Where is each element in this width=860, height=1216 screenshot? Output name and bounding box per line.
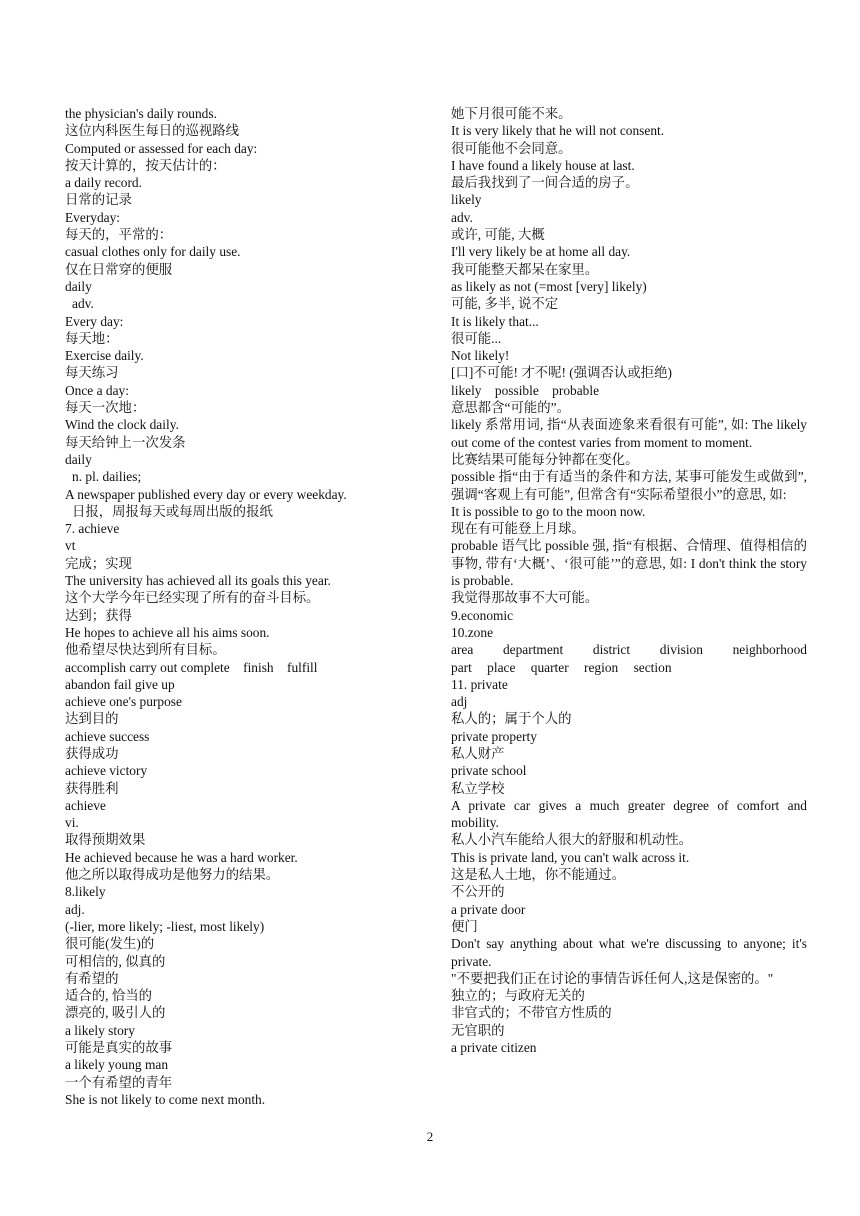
text-line: adj <box>451 694 468 710</box>
text-line: 这位内科医生每日的巡视路线 <box>65 123 240 139</box>
text-line: 每天练习 <box>65 365 119 381</box>
text-line: Wind the clock daily. <box>65 417 179 433</box>
text-line: It is possible to go to the moon now. <box>451 503 646 519</box>
text-line: adv. <box>451 209 473 225</box>
text-line: 我觉得那故事不大可能。 <box>451 590 599 606</box>
text-line: 很可能(发生)的 <box>65 936 155 952</box>
text-line: 便门 <box>451 918 478 934</box>
text-line: 非官式的；不带官方性质的 <box>451 1005 612 1021</box>
text-line: 一个有希望的青年 <box>65 1074 173 1090</box>
text-line: It is likely that... <box>451 313 539 329</box>
text-line: 完成；实现 <box>65 555 132 571</box>
text-line: private property <box>451 728 537 744</box>
text-line: 按天计算的，按天估计的： <box>65 157 226 173</box>
text-line: a private door <box>451 901 526 917</box>
text-line: 获得胜利 <box>65 780 119 796</box>
text-paragraph: Don't say anything about what we're discussing to anyone; it's private. <box>451 936 807 969</box>
text-line: achieve success <box>65 728 150 744</box>
text-line: I have found a likely house at last. <box>451 157 635 173</box>
text-line: 日报，周报每天或每周出版的报纸 <box>72 503 273 519</box>
text-line: 11. private <box>451 676 508 692</box>
text-line: 这个大学今年已经实现了所有的奋斗目标。 <box>65 590 320 606</box>
text-line: casual clothes only for daily use. <box>65 244 241 260</box>
text-line: a private citizen <box>451 1040 537 1056</box>
text-line: 达到；获得 <box>65 607 132 623</box>
text-line: Exercise daily. <box>65 348 144 364</box>
text-line: 私人财产 <box>451 745 505 761</box>
text-line: achieve victory <box>65 763 148 779</box>
text-line: the physician's daily rounds. <box>65 106 217 121</box>
text-line: 私人的；属于个人的 <box>451 711 572 727</box>
text-line: a daily record. <box>65 175 142 191</box>
text-line: 取得预期效果 <box>65 832 146 848</box>
text-paragraph: A private car gives a much greater degree of comfort and mobility. <box>451 797 807 831</box>
text-line: 意思都含“可能的”。 <box>451 400 571 416</box>
text-line: 私人小汽车能给人很大的舒服和机动性。 <box>451 832 693 848</box>
text-line: abandon fail give up <box>65 676 175 692</box>
text-line: The university has achieved all its goals this year. <box>65 573 331 589</box>
text-line: 每天的，平常的： <box>65 227 173 243</box>
text-line: 不公开的 <box>451 884 505 900</box>
text-line: achieve <box>65 797 106 813</box>
text-line: Every day: <box>65 313 124 329</box>
text-line: 无官职的 <box>451 1022 505 1038</box>
text-line: 他之所以取得成功是他努力的结果。 <box>65 867 280 883</box>
text-line: 现在有可能登上月球。 <box>451 521 585 537</box>
text-line: This is private land, you can't walk across it. <box>451 849 690 865</box>
text-line: vi. <box>65 815 79 831</box>
text-line: area department district division neighborhood <box>451 642 807 658</box>
text-line: (-lier, more likely; -liest, most likely) <box>65 918 265 934</box>
text-paragraph: "不要把我们正在讨论的事情告诉任何人,这是保密的。" <box>451 970 774 986</box>
text-line: 9.economic <box>451 607 514 623</box>
text-line: 私立学校 <box>451 780 505 796</box>
text-line: 最后我找到了一间合适的房子。 <box>451 175 639 191</box>
text-paragraph: possible 指“由于有适当的条件和方法, 某事可能发生或做到”, 强调“客观上有可能”, 但常含有“实际希望很小”的意思, 如: <box>451 469 807 502</box>
text-line: 有希望的 <box>65 970 119 986</box>
text-line: daily <box>65 278 92 294</box>
text-line: 她下月很可能不来。 <box>451 106 572 121</box>
text-line: 8.likely <box>65 884 106 900</box>
text-line: Computed or assessed for each day: <box>65 140 258 156</box>
text-line: likely possible probable <box>451 382 600 398</box>
text-line: n. pl. dailies; <box>72 469 142 485</box>
text-line: He achieved because he was a hard worker. <box>65 849 298 865</box>
page-number: 2 <box>426 1129 434 1144</box>
text-line: 每天地： <box>65 330 119 346</box>
text-line: a likely story <box>65 1022 135 1038</box>
text-line: vt <box>65 538 76 554</box>
text-line: 7. achieve <box>65 521 120 537</box>
text-line: part place quarter region section <box>451 659 672 675</box>
text-line: 漂亮的, 吸引人的 <box>65 1005 166 1021</box>
text-line: A newspaper published every day or every weekday. <box>65 486 347 502</box>
text-line: as likely as not (=most [very] likely) <box>451 278 647 294</box>
text-line: Everyday: <box>65 209 121 225</box>
right-column <box>451 105 807 1056</box>
text-line: 日常的记录 <box>65 192 132 208</box>
text-line: 仅在日常穿的便服 <box>65 261 173 277</box>
text-line: 每天一次地： <box>65 400 146 416</box>
text-line: adv. <box>72 296 94 312</box>
text-line: 获得成功 <box>65 745 119 761</box>
text-line: private school <box>451 763 527 779</box>
text-line: 这是私人土地，你不能通过。 <box>451 867 626 883</box>
text-line: I'll very likely be at home all day. <box>451 244 631 260</box>
left-column <box>65 105 405 1108</box>
text-line: a likely young man <box>65 1057 169 1073</box>
text-line: daily <box>65 451 92 467</box>
text-line: 10.zone <box>451 624 494 640</box>
text-line: 我可能整天都呆在家里。 <box>451 261 599 277</box>
text-line: She is not likely to come next month. <box>65 1091 266 1107</box>
text-line: 可相信的, 似真的 <box>65 953 166 969</box>
text-line: 每天给钟上一次发条 <box>65 434 186 450</box>
text-line: accomplish carry out complete finish fulfill <box>65 659 318 675</box>
text-line: 他希望尽快达到所有目标。 <box>65 642 226 658</box>
text-line: achieve one's purpose <box>65 694 182 710</box>
text-line: 适合的, 恰当的 <box>65 988 153 1004</box>
text-line: 比赛结果可能每分钟都在变化。 <box>451 451 639 467</box>
text-line: 很可能他不会同意。 <box>451 140 572 156</box>
text-line: adj. <box>65 901 85 917</box>
text-line: 很可能... <box>451 330 502 346</box>
text-paragraph: likely 系常用词, 指“从表面迹象来看很有可能”, 如: The likely out come of the contest varies from moment to moment. <box>451 417 807 450</box>
text-line: Not likely! <box>451 348 510 364</box>
text-line: It is very likely that he will not consent. <box>451 123 665 139</box>
text-line: 可能是真实的故事 <box>65 1040 173 1056</box>
text-line: 或许, 可能, 大概 <box>451 227 545 243</box>
text-line: likely <box>451 192 482 208</box>
text-line: [口]不可能! 才不呢! (强调否认或拒绝) <box>451 365 672 381</box>
text-line: 独立的；与政府无关的 <box>451 988 585 1004</box>
text-line: He hopes to achieve all his aims soon. <box>65 624 270 640</box>
text-line: 达到目的 <box>65 711 119 727</box>
text-line: Once a day: <box>65 382 129 398</box>
text-line: 可能, 多半, 说不定 <box>451 296 559 312</box>
text-paragraph: probable 语气比 possible 强, 指“有根据、合情理、值得相信的事物, 带有‘大概’、‘很可能’”的意思, 如: I don't think the story is probable. <box>451 538 807 589</box>
